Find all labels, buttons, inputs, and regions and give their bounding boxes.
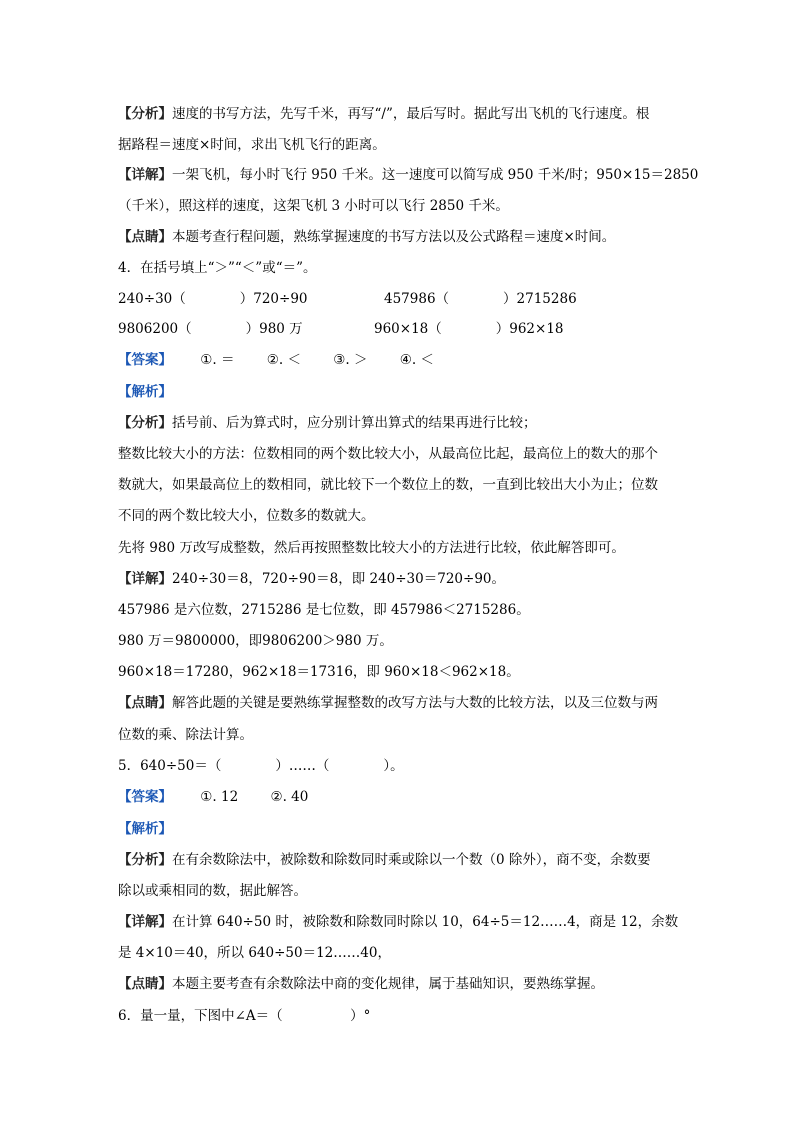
- q5-detail-line-1: 【详解】在计算 640÷50 时，被除数和除数同时除以 10，64÷5＝12……4，商是 12，余数: [118, 914, 679, 930]
- q4-detail-line-2: 457986 是六位数，2715286 是七位数，即 457986＜2715286。: [118, 602, 530, 618]
- q5-question: 5．640÷50＝（ ）……（ ）。: [118, 758, 404, 774]
- q4-analysis-line-4: 不同的两个数比较大小，位数多的数就大。: [118, 508, 375, 524]
- answer-tag: 【答案】: [118, 352, 172, 368]
- q4-analysis-line-5: 先将 980 万改写成整数，然后再按照整数比较大小的方法进行比较，依此解答即可。: [118, 540, 625, 556]
- q4-answer-3: ③. ＞: [333, 352, 368, 368]
- q5-answer-2: ②. 40: [270, 789, 309, 805]
- q5-jiexi-tag: 【解析】: [118, 821, 172, 837]
- q3-detail-line-1: 【详解】一架飞机，每小时飞行 950 千米。这一速度可以简写成 950 千米/时；950×15＝2850: [118, 167, 699, 183]
- q4-question: 4．在括号填上“＞”“＜”或“＝”。: [118, 260, 317, 276]
- q4-comment-line-2: 位数的乘、除法计算。: [118, 727, 253, 743]
- q4-answer-4: ④. ＜: [399, 352, 434, 368]
- comment-tag: 【点睛】: [118, 695, 172, 711]
- answer-tag: 【答案】: [118, 789, 172, 805]
- detail-tag: 【详解】: [118, 167, 172, 183]
- q3-detail-line-2: （千米），照这样的速度，这架飞机 3 小时可以飞行 2850 千米。: [118, 198, 509, 214]
- q3-analysis-line-2: 据路程＝速度×时间，求出飞机飞行的距离。: [118, 137, 386, 153]
- comment-tag: 【点睛】: [118, 976, 172, 992]
- q5-answer-1: ①. 12: [200, 789, 239, 805]
- detail-tag: 【详解】: [118, 571, 172, 587]
- q4-item-4: 960×18（ ）962×18: [374, 321, 564, 337]
- q3-analysis-line-1: 【分析】速度的书写方法，先写千米，再写“/”，最后写时。据此写出飞机的飞行速度。根: [118, 106, 650, 122]
- q4-jiexi-tag: 【解析】: [118, 384, 172, 400]
- q4-item-2: 457986（ ）2715286: [384, 291, 577, 307]
- q3-comment-line: 【点睛】本题考查行程问题，熟练掌握速度的书写方法以及公式路程＝速度×时间。: [118, 229, 616, 245]
- q4-answer-1: ①. ＝: [200, 352, 235, 368]
- q4-answer-2: ②. ＜: [266, 352, 301, 368]
- analysis-tag: 【分析】: [118, 852, 172, 868]
- q5-detail-line-2: 是 4×10＝40，所以 640÷50＝12……40，: [118, 945, 391, 961]
- detail-tag: 【详解】: [118, 914, 172, 930]
- q5-comment-line: 【点睛】本题主要考查有余数除法中商的变化规律，属于基础知识，要熟练掌握。: [118, 976, 604, 992]
- q4-analysis-line-3: 数就大，如果最高位上的数相同，就比较下一个数位上的数，一直到比较出大小为止；位数: [118, 477, 658, 493]
- q5-analysis-line-2: 除以或乘相同的数，据此解答。: [118, 883, 307, 899]
- q4-item-1: 240÷30（ ）720÷90: [118, 291, 308, 307]
- q4-answer-line: [118, 350, 434, 370]
- q4-detail-line-4: 960×18＝17280，962×18＝17316，即 960×18＜962×18。: [118, 664, 520, 680]
- q5-analysis-line-1: 【分析】在有余数除法中，被除数和除数同时乘或除以一个数（0 除外），商不变，余数要: [118, 852, 651, 868]
- q5-answer-line: [118, 787, 308, 807]
- analysis-tag: 【分析】: [118, 106, 172, 122]
- q4-item-3: 9806200（ ）980 万: [118, 321, 303, 337]
- comment-tag: 【点睛】: [118, 229, 172, 245]
- q4-detail-line-1: 【详解】240÷30＝8，720÷90＝8，即 240÷30＝720÷90。: [118, 571, 505, 587]
- q4-analysis-line-1: 【分析】括号前、后为算式时，应分别计算出算式的结果再进行比较；: [118, 415, 537, 431]
- q4-detail-line-3: 980 万＝9800000，即9806200＞980 万。: [118, 633, 393, 649]
- q4-analysis-line-2: 整数比较大小的方法：位数相同的两个数比较大小，从最高位比起，最高位上的数大的那个: [118, 446, 658, 462]
- analysis-tag: 【分析】: [118, 415, 172, 431]
- q4-comment-line-1: 【点睛】解答此题的关键是要熟练掌握整数的改写方法与大数的比较方法，以及三位数与两: [118, 695, 658, 711]
- q6-question: 6．量一量，下图中∠A＝（ ）°: [118, 1008, 371, 1024]
